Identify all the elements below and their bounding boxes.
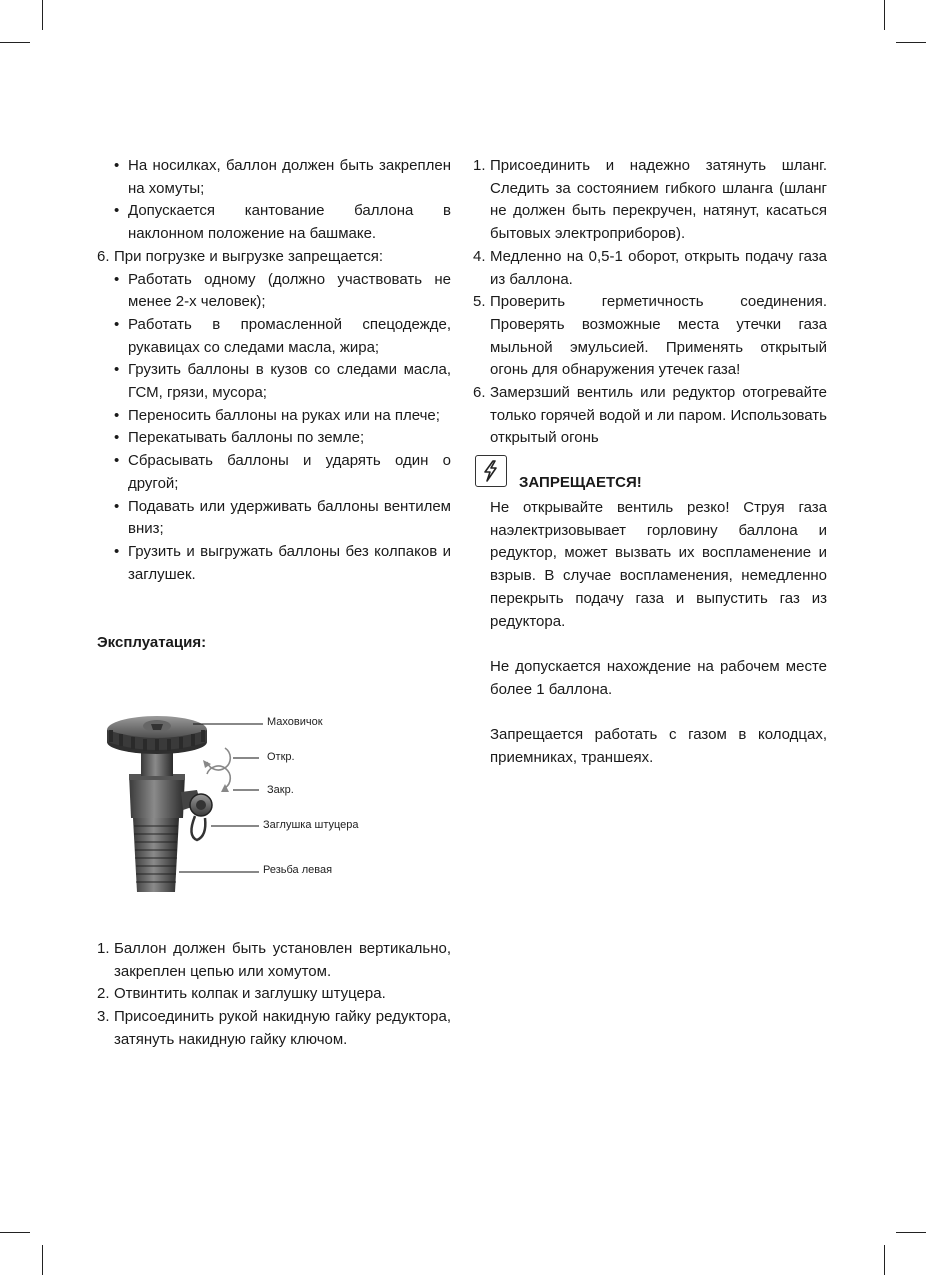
list-item — [473, 155, 827, 246]
list-number: 1. — [473, 157, 486, 174]
label-thread: Резьба левая — [263, 864, 333, 876]
label-close: Закр. — [267, 784, 294, 796]
crop-mark — [0, 1232, 30, 1233]
list-item-6 — [97, 246, 451, 269]
list-item: • Переносить баллоны на руках или на плече; — [97, 405, 451, 428]
list-item — [97, 938, 451, 983]
list-item: • Грузить и выгружать баллоны без колпаков и заглушек. — [97, 541, 451, 586]
list-number: 3. — [97, 1008, 110, 1026]
crop-mark — [884, 1245, 885, 1275]
crop-mark — [0, 42, 30, 43]
list-item: • Работать в промасленной спецодежде, рукавицах со следами масла, жира; — [97, 314, 451, 359]
list-item — [473, 291, 827, 382]
label-plug: Заглушка штуцера — [263, 819, 359, 831]
list-text: Баллон должен быть установлен вертикально, закреплен цепью или хомутом. — [114, 940, 451, 980]
list-item: • Грузить баллоны в кузов со следами масла, ГСМ, грязи, мусора; — [97, 359, 451, 404]
list-number: 6. — [97, 247, 110, 265]
note-paragraph: Запрещается работать с газом в колодцах, приемниках, траншеях. — [490, 726, 827, 766]
list-item: • Работать одному (должно участвовать не менее 2-х человек); — [97, 269, 451, 314]
lightning-icon-glyph — [476, 456, 505, 485]
note-paragraph: Не допускается нахождение на рабочем месте более 1 баллона. — [490, 658, 827, 698]
list-number: 5. — [473, 293, 486, 311]
list-number: 2. — [97, 985, 110, 1003]
list-number: 1. — [97, 940, 110, 957]
warning-title: ЗАПРЕЩАЕТСЯ! — [519, 474, 642, 491]
valve-illustration — [97, 700, 417, 900]
list-item: • Допускается кантование баллона в наклонном положение на башмаке. — [97, 200, 451, 245]
list-text: Медленно на 0,5-1 оборот, открыть подачу газа из баллона. — [490, 247, 827, 288]
left-column — [97, 155, 451, 586]
list-item: • На носилках, баллон должен быть закреплен на хомуты; — [97, 155, 451, 200]
lightning-icon — [475, 455, 507, 487]
steps-left — [97, 938, 451, 1052]
label-open: Откр. — [267, 751, 295, 763]
list-text: Проверить герметичность соединения. Проверять возможные места утечки газа мыльной эмульсией. Применять открытый огонь для обнаружения утечек газа! — [490, 293, 827, 379]
list-text: При погрузке и выгрузке запрещается: — [114, 247, 384, 265]
crop-mark — [42, 0, 43, 30]
list-text: Замерзший вентиль или редуктор отогревайте только горячей водой и ли паром. Использовать открытый огонь — [490, 384, 827, 447]
section-title: Эксплуатация: — [97, 634, 207, 651]
list-item: • Сбрасывать баллоны и ударять один о другой; — [97, 450, 451, 495]
crop-mark — [896, 1232, 926, 1233]
crop-mark — [42, 1245, 43, 1275]
list-number: 6. — [473, 384, 486, 402]
list-number: 4. — [473, 247, 486, 265]
list-item — [97, 1006, 451, 1051]
valve-figure — [97, 700, 417, 900]
list-text: Присоединить рукой накидную гайку редуктора, затянуть накидную гайку ключом. — [114, 1008, 451, 1048]
list-item: • Подавать или удерживать баллоны вентилем вниз; — [97, 496, 451, 541]
list-item — [473, 246, 827, 291]
list-text: Присоединить и надежно затянуть шланг. Следить за состоянием гибкого шланга (шланг не должен быть перекручен, натянут, касаться бытовых электроприборов). — [490, 157, 827, 243]
right-column — [473, 155, 827, 450]
list-text: Отвинтить колпак и заглушку штуцера. — [114, 985, 386, 1003]
list-item — [97, 983, 451, 1006]
list-item — [473, 382, 827, 450]
label-handwheel: Маховичок — [267, 716, 323, 728]
crop-mark — [896, 42, 926, 43]
warning-text: Не открывайте вентиль резко! Струя газа наэлектризовывает горловину баллона и редуктор, может вызвать их воспламенение и взрыв. В случае воспламенения, немедленно перекрыть подачу газа и выпустить газ из редуктора. — [490, 499, 827, 630]
list-item: • Перекатывать баллоны по земле; — [97, 427, 451, 450]
crop-mark — [884, 0, 885, 30]
